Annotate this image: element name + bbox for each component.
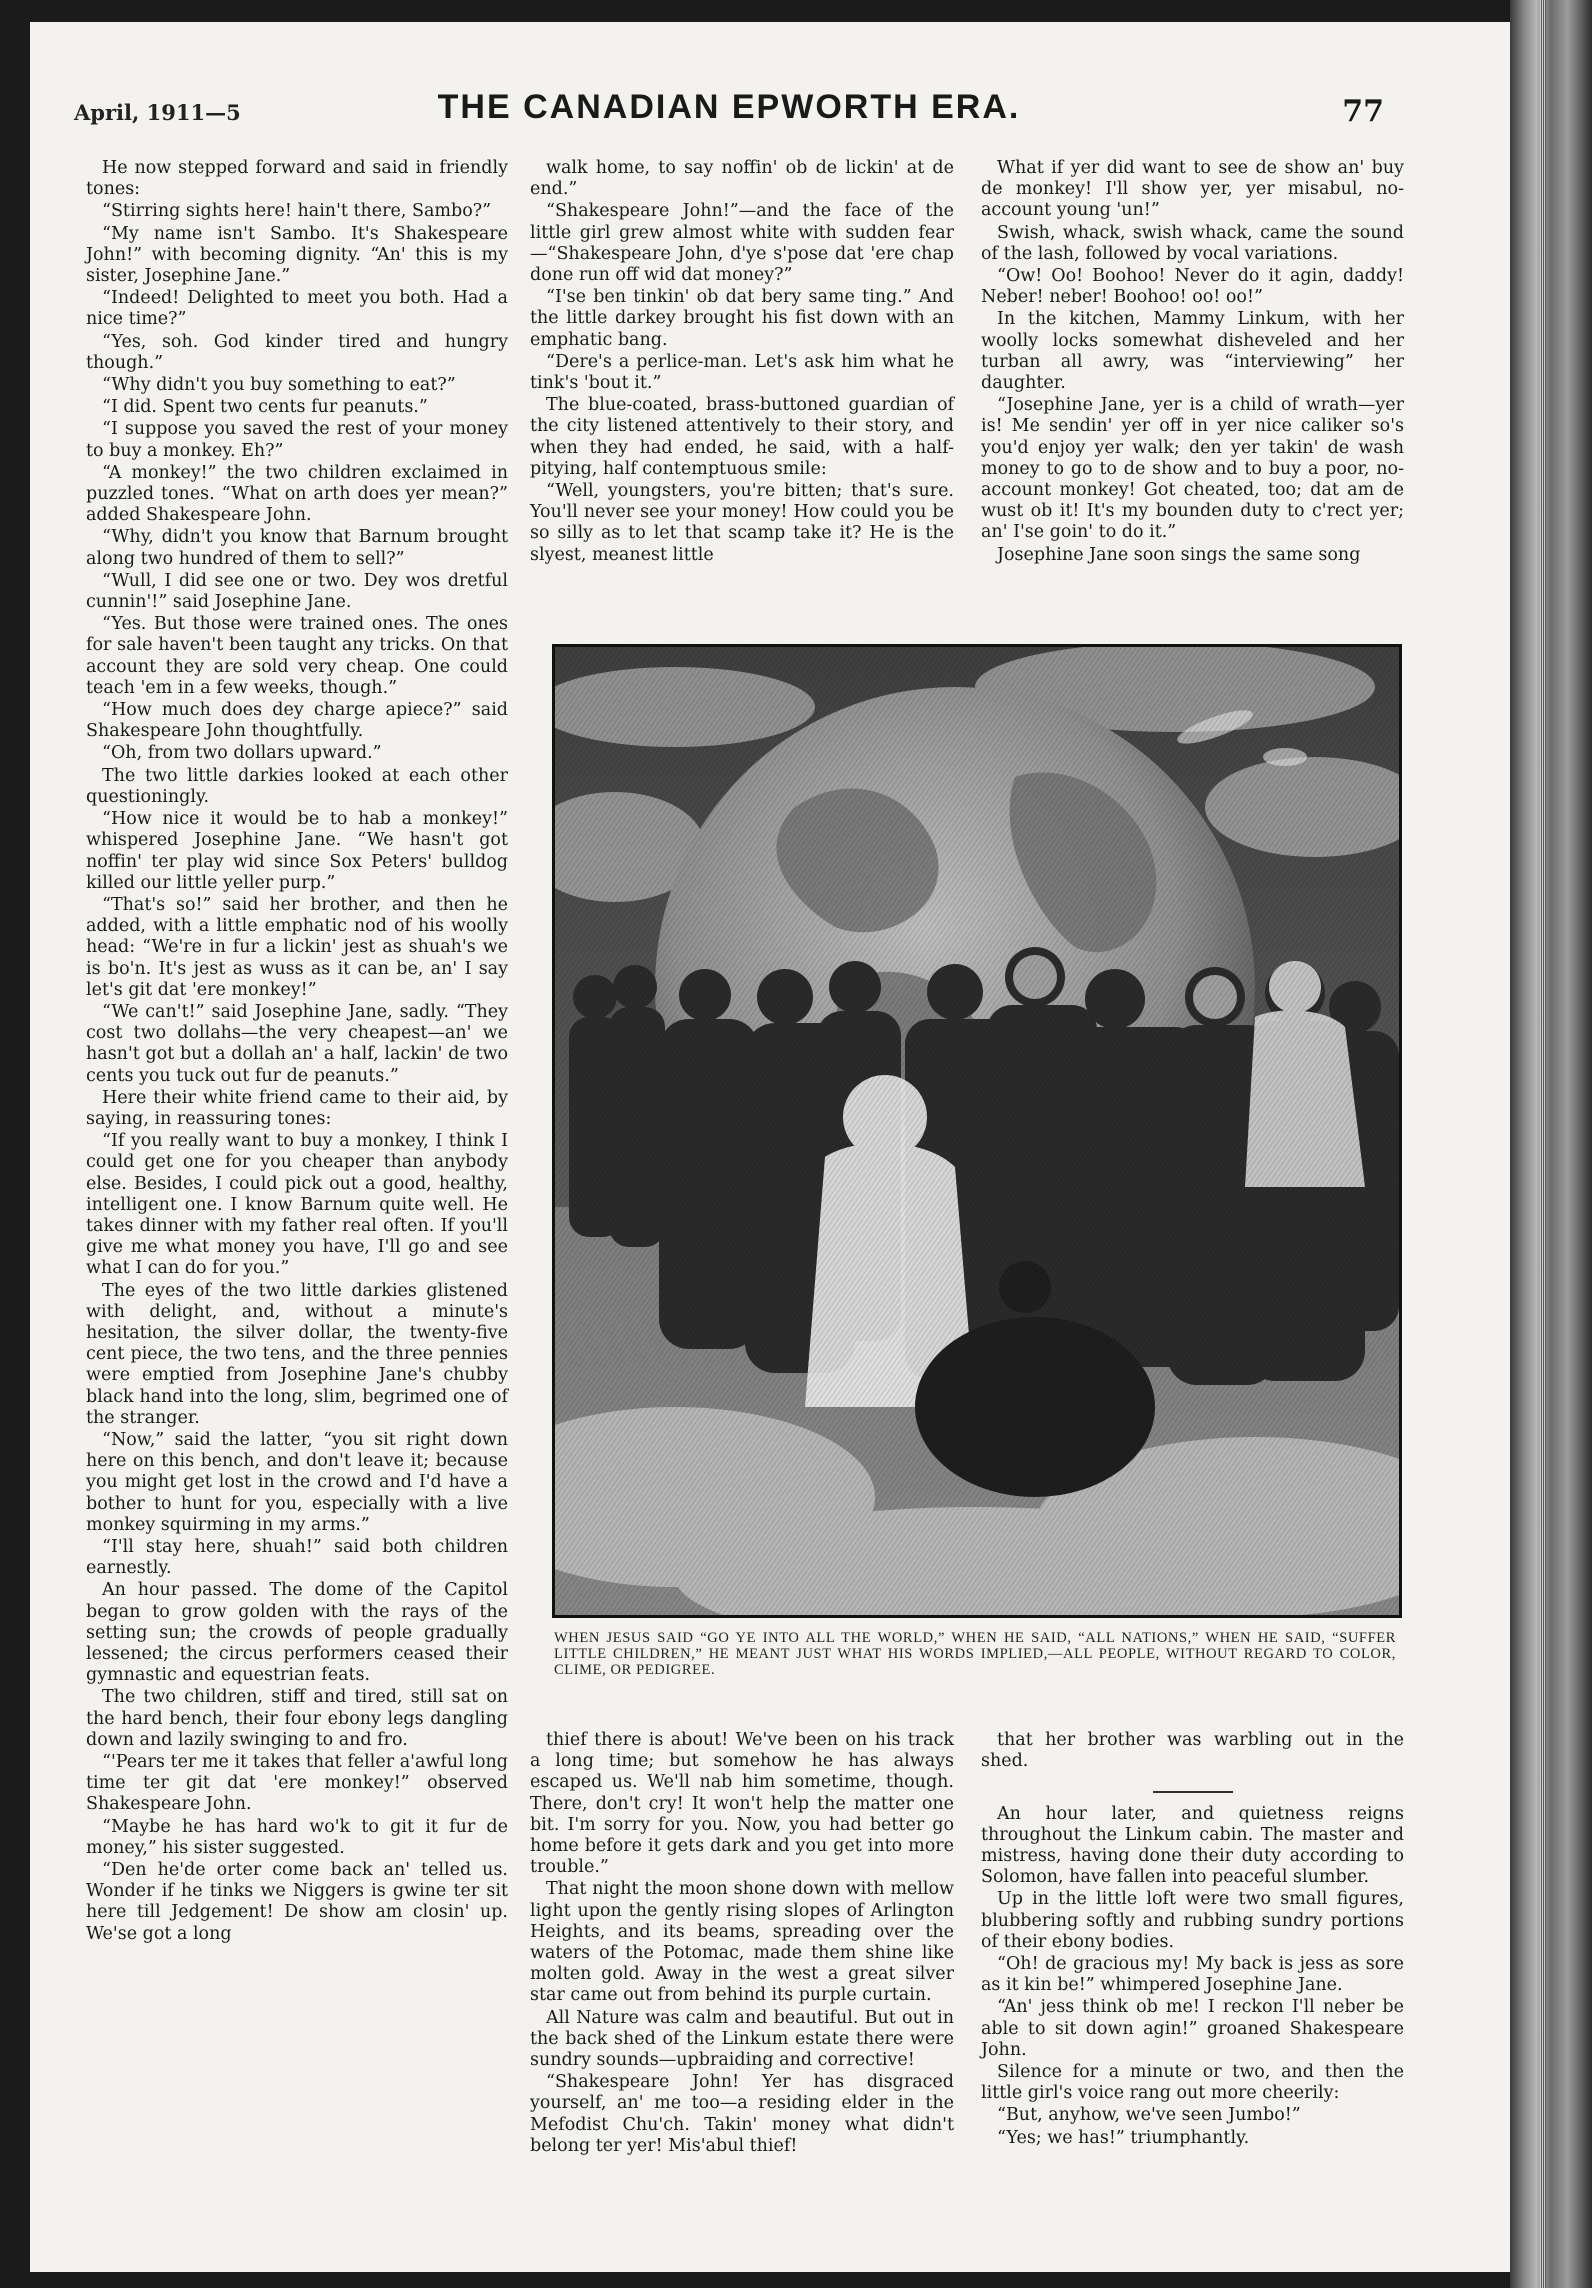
paragraph: “Now,” said the latter, “you sit right down here on this bench, and don't leave it; because you might get lost in the crowd and I'd have a bother to hunt for you, especially with a live monkey squirming in my arms.”: [86, 1429, 508, 1535]
paragraph: “Shakespeare John! Yer has disgraced yourself, an' me too—a residing elder in the Mefodist Chu'ch. Takin' money what didn't belong ter yer! Mis'abul thief!: [530, 2072, 954, 2156]
paragraph: “Dere's a perlice-man. Let's ask him what he tink's 'bout it.”: [530, 351, 954, 394]
paragraph: “My name isn't Sambo. It's Shakespeare John!” with becoming dignity. “An' this is my sister, Josephine Jane.”: [86, 223, 508, 287]
paragraph: thief there is about! We've been on his track a long time; but somehow he has always escaped us. We'll nab him sometime, though. There, don't cry! It won't help the matter one bit. I'm sorry for you. Now, you had better go home before it gets dark and you get into more trouble.”: [530, 1730, 954, 1878]
paragraph: “If you really want to buy a monkey, I think I could get one for you cheaper than anybody else. Besides, I could pick out a good, healthy, intelligent one. I know Barnum quite well. He takes dinner with my father real often. If you'll give me what money you have, I'll go and see what I can do for you.”: [86, 1131, 508, 1279]
paragraph: Silence for a minute or two, and then the little girl's voice rang out more cheerily:: [981, 2062, 1404, 2104]
paragraph: In the kitchen, Mammy Linkum, with her woolly locks somewhat disheveled and her turban all awry, was “interviewing” her daughter.: [981, 309, 1404, 394]
paragraph: “Well, youngsters, you're bitten; that's sure. You'll never see your money! How could you be so silly as to let that scamp take it? He is the slyest, meanest little: [530, 481, 954, 565]
paragraph: An hour later, and quietness reigns throughout the Linkum cabin. The master and mistress, having done their duty according to Solomon, have fallen into peaceful slumber.: [981, 1803, 1404, 1888]
paragraph: The eyes of the two little darkies glistened with delight, and, without a minute's hesitation, the silver dollar, the twenty-five cent piece, the two tens, and the three pennies were emptied from Josephine Jane's chubby black hand into the long, slim, begrimed one of the stranger.: [86, 1280, 508, 1428]
paragraph: Swish, whack, swish whack, came the sound of the lash, followed by vocal variations.: [981, 222, 1404, 264]
paragraph: “I'll stay here, shuah!” said both children earnestly.: [86, 1537, 508, 1579]
globe-children-engraving: [555, 647, 1399, 1615]
paragraph: The blue-coated, brass-buttoned guardian of the city listened attentively to their story, and when they had ended, he said, with a half-pitying, half contemptuous smile:: [530, 395, 954, 479]
paragraph: “How nice it would be to hab a monkey!” whispered Josephine Jane. “We hasn't got noffin' ter play wid since Sox Peters' bulldog killed our little yeller purp.”: [86, 809, 508, 893]
paragraph: “Stirring sights here! hain't there, Sambo?”: [102, 201, 492, 222]
paragraph: “We can't!” said Josephine Jane, sadly. “They cost two dollahs—the very cheapest—an' we hasn't got but a dollah an' a half, lackin' de two cents you tuck out fur de peanuts.”: [86, 1001, 508, 1086]
paragraph: “But, anyhow, we've seen Jumbo!”: [997, 2105, 1301, 2126]
paragraph: An hour passed. The dome of the Capitol began to grow golden with the rays of the setting sun; the crowds of people gradually lessened; the circus performers ceased their gymnastic and equestrian feats.: [86, 1580, 508, 1686]
paragraph: “Maybe he has hard wo'k to git it fur de money,” his sister suggested.: [86, 1816, 508, 1858]
paragraph: “Shakespeare John!”—and the face of the little girl grew almost white with sudden fear—“Shakespeare John, d'ye s'pose dat 'ere chap done run off wid dat money?”: [530, 201, 954, 286]
paragraph: “I suppose you saved the rest of your money to buy a monkey. Eh?”: [86, 419, 508, 461]
paragraph: The two children, stiff and tired, still sat on the hard bench, their four ebony legs dangling down and lazily swinging to and fro.: [86, 1687, 508, 1750]
illustration-caption: WHEN JESUS SAID “GO YE INTO ALL THE WORLD,” WHEN HE SAID, “ALL NATIONS,” WHEN HE SAID, “SUFFER LITTLE CHILDREN,” HE MEANT JUST WHAT HIS WORDS IMPLIED,—ALL PEOPLE, WITHOUT REGARD TO COLOR, CLIME, OR PEDIGREE.: [554, 1630, 1396, 1678]
paragraph: “An' jess think ob me! I reckon I'll neber be able to sit down agin!” groaned Shakespeare John.: [981, 1997, 1404, 2060]
paragraph: “Why didn't you buy something to eat?”: [102, 375, 456, 396]
column-left: [86, 158, 508, 1946]
paragraph: What if yer did want to see de show an' buy de monkey! I'll show yer, yer misabul, no-account young 'un!”: [981, 158, 1404, 221]
paragraph: “'Pears ter me it takes that feller a'awful long time ter git dat 'ere monkey!” observed Shakespeare John.: [86, 1752, 508, 1815]
paragraph: That night the moon shone down with mellow light upon the gently rising slopes of Arlington Heights, and its beams, spreading over the waters of the Potomac, made them shine like molten gold. Away in the west a great silver star came out from behind its purple curtain.: [530, 1879, 954, 2006]
paragraph: “Why, didn't you know that Barnum brought along two hundred of them to sell?”: [86, 527, 508, 569]
paragraph: The two little darkies looked at each other questioningly.: [86, 765, 508, 807]
column-right-bottom-body: [981, 1804, 1404, 2149]
paragraph: “Yes, soh. God kinder tired and hungry though.”: [86, 331, 508, 373]
paragraph: He now stepped forward and said in friendly tones:: [86, 158, 508, 200]
paragraph: “Wull, I did see one or two. Dey wos dretful cunnin'!” said Josephine Jane.: [86, 570, 508, 613]
paragraph: “A monkey!” the two children exclaimed in puzzled tones. “What on arth does yer mean?” added Shakespeare John.: [86, 462, 508, 526]
paragraph: All Nature was calm and beautiful. But out in the back shed of the Linkum estate there were sundry sounds—upbraiding and corrective!: [530, 2007, 954, 2071]
paragraph: “Oh! de gracious my! My back is jess as sore as it kin be!” whimpered Josephine Jane.: [981, 1954, 1404, 1996]
paragraph: Josephine Jane soon sings the same song: [997, 544, 1361, 565]
paragraph: “Yes; we has!” triumphantly.: [997, 2127, 1250, 2148]
page-number: 77: [1342, 94, 1384, 129]
column-middle-bottom: [530, 1730, 954, 2158]
paragraph: Up in the little loft were two small figures, blubbering softly and rubbing sundry portions of their ebony bodies.: [981, 1889, 1404, 1952]
paragraph: Here their white friend came to their aid, by saying, in reassuring tones:: [86, 1087, 508, 1129]
paragraph: “How much does dey charge apiece?” said Shakespeare John thoughtfully.: [86, 700, 508, 742]
paragraph: “I did. Spent two cents fur peanuts.”: [102, 397, 428, 418]
column-right-top: [981, 158, 1404, 567]
illustration-children-of-the-world: [552, 644, 1402, 1618]
section-divider: [981, 1778, 1404, 1799]
magazine-title: THE CANADIAN EPWORTH ERA.: [437, 88, 1021, 126]
paragraph: that her brother was warbling out in the shed.: [981, 1730, 1404, 1772]
paragraph: “Oh, from two dollars upward.”: [102, 743, 382, 764]
column-middle-top: [530, 158, 954, 567]
column-right-bottom: [981, 1730, 1404, 2150]
paragraph: “Indeed! Delighted to meet you both. Had a nice time?”: [86, 288, 508, 330]
issue-date: April, 1911—5: [74, 100, 241, 125]
paragraph: walk home, to say noffin' ob de lickin' at de end.”: [530, 158, 954, 200]
paragraph: “Den he'de orter come back an' telled us. Wonder if he tinks we Niggers is gwine ter sit here till Jedgement! De show am closin' up. We'se got a long: [86, 1860, 508, 1944]
page-header: [74, 80, 1384, 140]
paragraph: “I'se ben tinkin' ob dat bery same ting.” And the little darkey brought his fist down with an emphatic bang.: [530, 287, 954, 350]
paragraph: “Josephine Jane, yer is a child of wrath—yer is! Me sendin' yer off in yer nice caliker so's you'd enjoy yer walk; den yer takin' de wash money to go to de show and to buy a poor, no-account monkey! Got cheated, too; dat am de wust ob it! It's my bounden duty to c'rect yer; an' I'se goin' to do it.”: [981, 395, 1404, 543]
column-right-bottom-lead: [981, 1730, 1404, 1772]
book-spine: [1510, 0, 1592, 2288]
paragraph: “Yes. But those were trained ones. The ones for sale haven't been taught any tricks. On that account they are sold very cheap. One could teach 'em in a few weeks, though.”: [86, 614, 508, 698]
paragraph: “Ow! Oo! Boohoo! Never do it agin, daddy! Neber! neber! Boohoo! oo! oo!”: [981, 266, 1404, 308]
paragraph: “That's so!” said her brother, and then he added, with a little emphatic nod of his woolly head: “We're in fur a lickin' jest as shuah's we is bo'n. It's jest as wuss as it can be, an' I say let's git dat 'ere monkey!”: [86, 894, 508, 1000]
